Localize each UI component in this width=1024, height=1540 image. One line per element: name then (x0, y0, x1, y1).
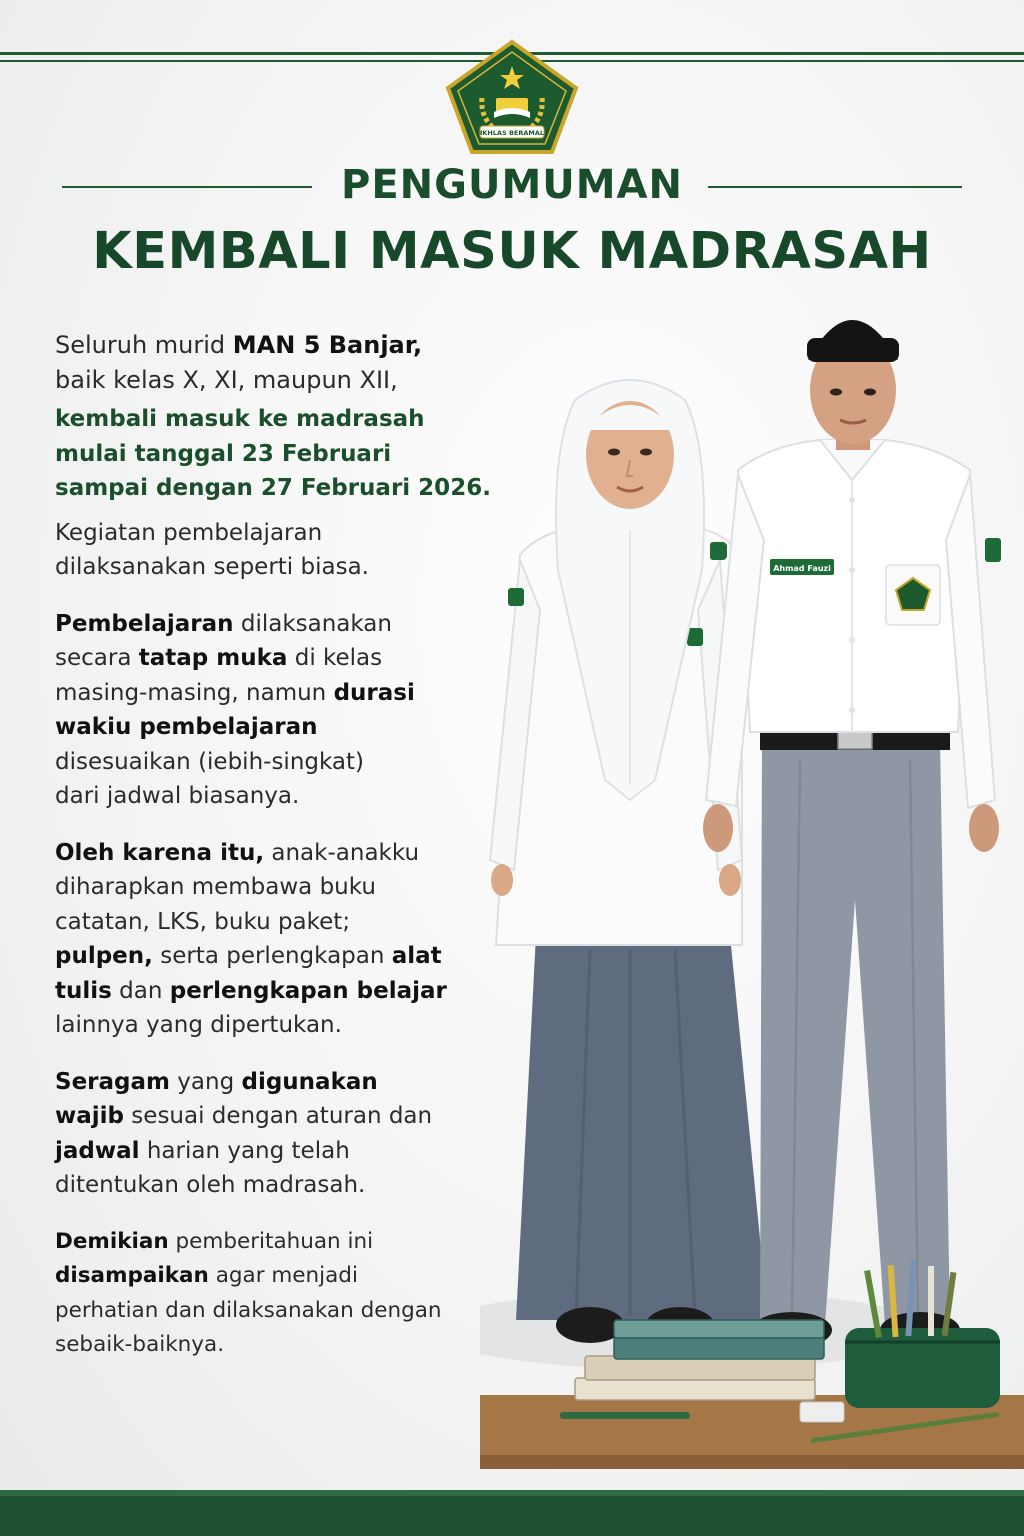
text-run: anak-anakku diharapkan membawa buku catatan, LKS, buku paket; (55, 839, 420, 935)
text-run: wajib (55, 1103, 124, 1129)
text-run: disampaikan (55, 1263, 209, 1288)
text-run: tatap muka (138, 645, 288, 671)
text-run: Demikian (55, 1228, 169, 1254)
text-run: disesuaikan (iebih-singkat) dari jadwal biasanya. (55, 748, 364, 809)
text-run: agar menjadi perhatian dan dilaksanakan dengan sebaik-baiknya. (55, 1263, 442, 1357)
announcement-title: PENGUMUMAN (341, 162, 683, 208)
text-run: serta perlengkapan (152, 943, 392, 969)
paragraph-students (55, 328, 515, 397)
text-run: Pembelajaran (55, 610, 234, 637)
students-illustration (480, 280, 1024, 1536)
school-name: MAN 5 Banjar, (232, 331, 423, 359)
text-run: lainnya yang dipertukan. (55, 1012, 342, 1038)
text-run: dilaksanakan secara (55, 610, 392, 671)
kemenag-logo (444, 38, 580, 156)
text-run: pemberitahuan ini (168, 1228, 374, 1254)
text-run: dan (111, 977, 170, 1004)
announcement-body (55, 328, 515, 1363)
text-run: mulai tanggal 23 Februari (55, 440, 392, 467)
text-run: sesuai dengan aturan dan (124, 1103, 433, 1129)
text-run: harian yang telah ditentukan oleh madrasah. (55, 1137, 366, 1198)
paragraph-dates (55, 402, 515, 506)
text-run: yang (169, 1068, 242, 1095)
paragraph-supplies (55, 836, 450, 1043)
date-range: sampai dengan 27 Februari 2026. (55, 475, 491, 501)
text-run: durasi wakiu pembelajaran (55, 679, 415, 740)
text-run: baik kelas X, XI, maupun XII, (55, 365, 398, 394)
text-run: perlengkapan belajar (169, 977, 447, 1004)
text-run: jadwal (55, 1137, 140, 1164)
announcement-subtitle: KEMBALI MASUK MADRASAH (92, 222, 932, 281)
paragraph-activities: Kegiatan pembelajaran dilaksanakan seperti biasa. (55, 519, 369, 580)
paragraph-closing (55, 1225, 455, 1363)
paragraph-uniform (55, 1065, 440, 1203)
text-run: digunakan (241, 1068, 378, 1095)
name-tag: Ahmad Fauzi (773, 564, 831, 573)
text-run: kembali masuk ke madrasah (55, 406, 425, 432)
footer-band (0, 1496, 1024, 1536)
paragraph-learning (55, 607, 415, 814)
text-run: di kelas masing-masing, namun (55, 645, 383, 706)
text-run: pulpen, (55, 943, 153, 969)
female-student (490, 380, 768, 1343)
text-run: Oleh karena itu, (55, 839, 265, 866)
logo-motto: IKHLAS BERAMAL (479, 129, 545, 137)
text-run: Seluruh murid (55, 331, 233, 359)
text-run: alat tulis (55, 943, 442, 1004)
text-run: Seragam (55, 1068, 170, 1095)
